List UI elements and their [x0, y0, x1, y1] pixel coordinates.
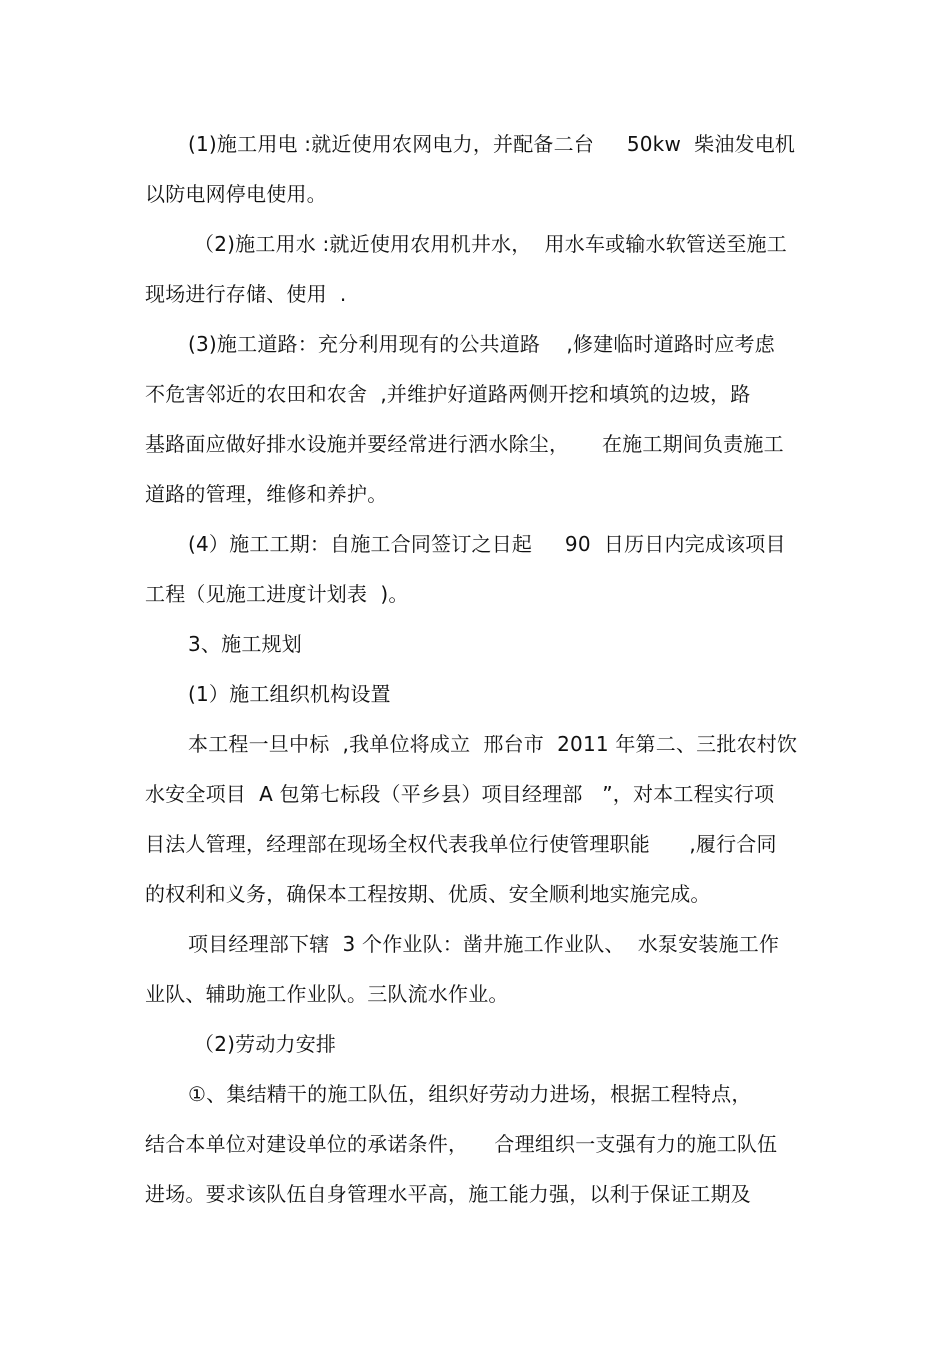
paragraph-line: 进场。要求该队伍自身管理水平高，施工能力强，以利于保证工期及	[145, 1182, 751, 1206]
subsection-heading: (1）施工组织机构设置	[188, 682, 391, 706]
paragraph-line: (4）施工工期：自施工合同签订之日起 90 日历日内完成该项目	[188, 532, 786, 556]
paragraph-line: ①、集结精干的施工队伍，组织好劳动力进场，根据工程特点，	[188, 1082, 752, 1106]
paragraph-line: 水安全项目 A 包第七标段（平乡县）项目经理部 ”，对本工程实行项	[145, 782, 775, 806]
paragraph-line: 现场进行存储、使用 .	[145, 282, 347, 306]
paragraph-line: 本工程一旦中标 ,我单位将成立 邢台市 2011 年第二、三批农村饮	[188, 732, 798, 756]
subsection-heading: （2)劳动力安排	[194, 1032, 337, 1056]
paragraph-line: 以防电网停电使用。	[145, 182, 327, 206]
paragraph-line: 目法人管理，经理部在现场全权代表我单位行使管理职能 ,履行合同	[145, 832, 777, 856]
paragraph-line: 道路的管理，维修和养护。	[145, 482, 388, 506]
paragraph-line: (1)施工用电 :就近使用农网电力，并配备二台 50kw 柴油发电机	[188, 132, 796, 156]
paragraph-line: 不危害邻近的农田和农舍 ,并维护好道路两侧开挖和填筑的边坡，路	[145, 382, 751, 406]
paragraph-line: 基路面应做好排水设施并要经常进行洒水除尘， 在施工期间负责施工	[145, 432, 784, 456]
paragraph-line: 工程（见施工进度计划表 )。	[145, 582, 409, 606]
paragraph-line: 业队、辅助施工作业队。三队流水作业。	[145, 982, 509, 1006]
paragraph-line: 的权利和义务，确保本工程按期、优质、安全顺利地实施完成。	[145, 882, 711, 906]
section-heading: 3、施工规划	[188, 632, 302, 656]
paragraph-line: （2)施工用水 :就近使用农用机井水， 用水车或输水软管送至施工	[194, 232, 787, 256]
paragraph-line: 项目经理部下辖 3 个作业队：凿井施工作业队、 水泵安装施工作	[188, 932, 780, 956]
paragraph-line: 结合本单位对建设单位的承诺条件， 合理组织一支强有力的施工队伍	[145, 1132, 778, 1156]
paragraph-line: (3)施工道路：充分利用现有的公共道路 ,修建临时道路时应考虑	[188, 332, 775, 356]
